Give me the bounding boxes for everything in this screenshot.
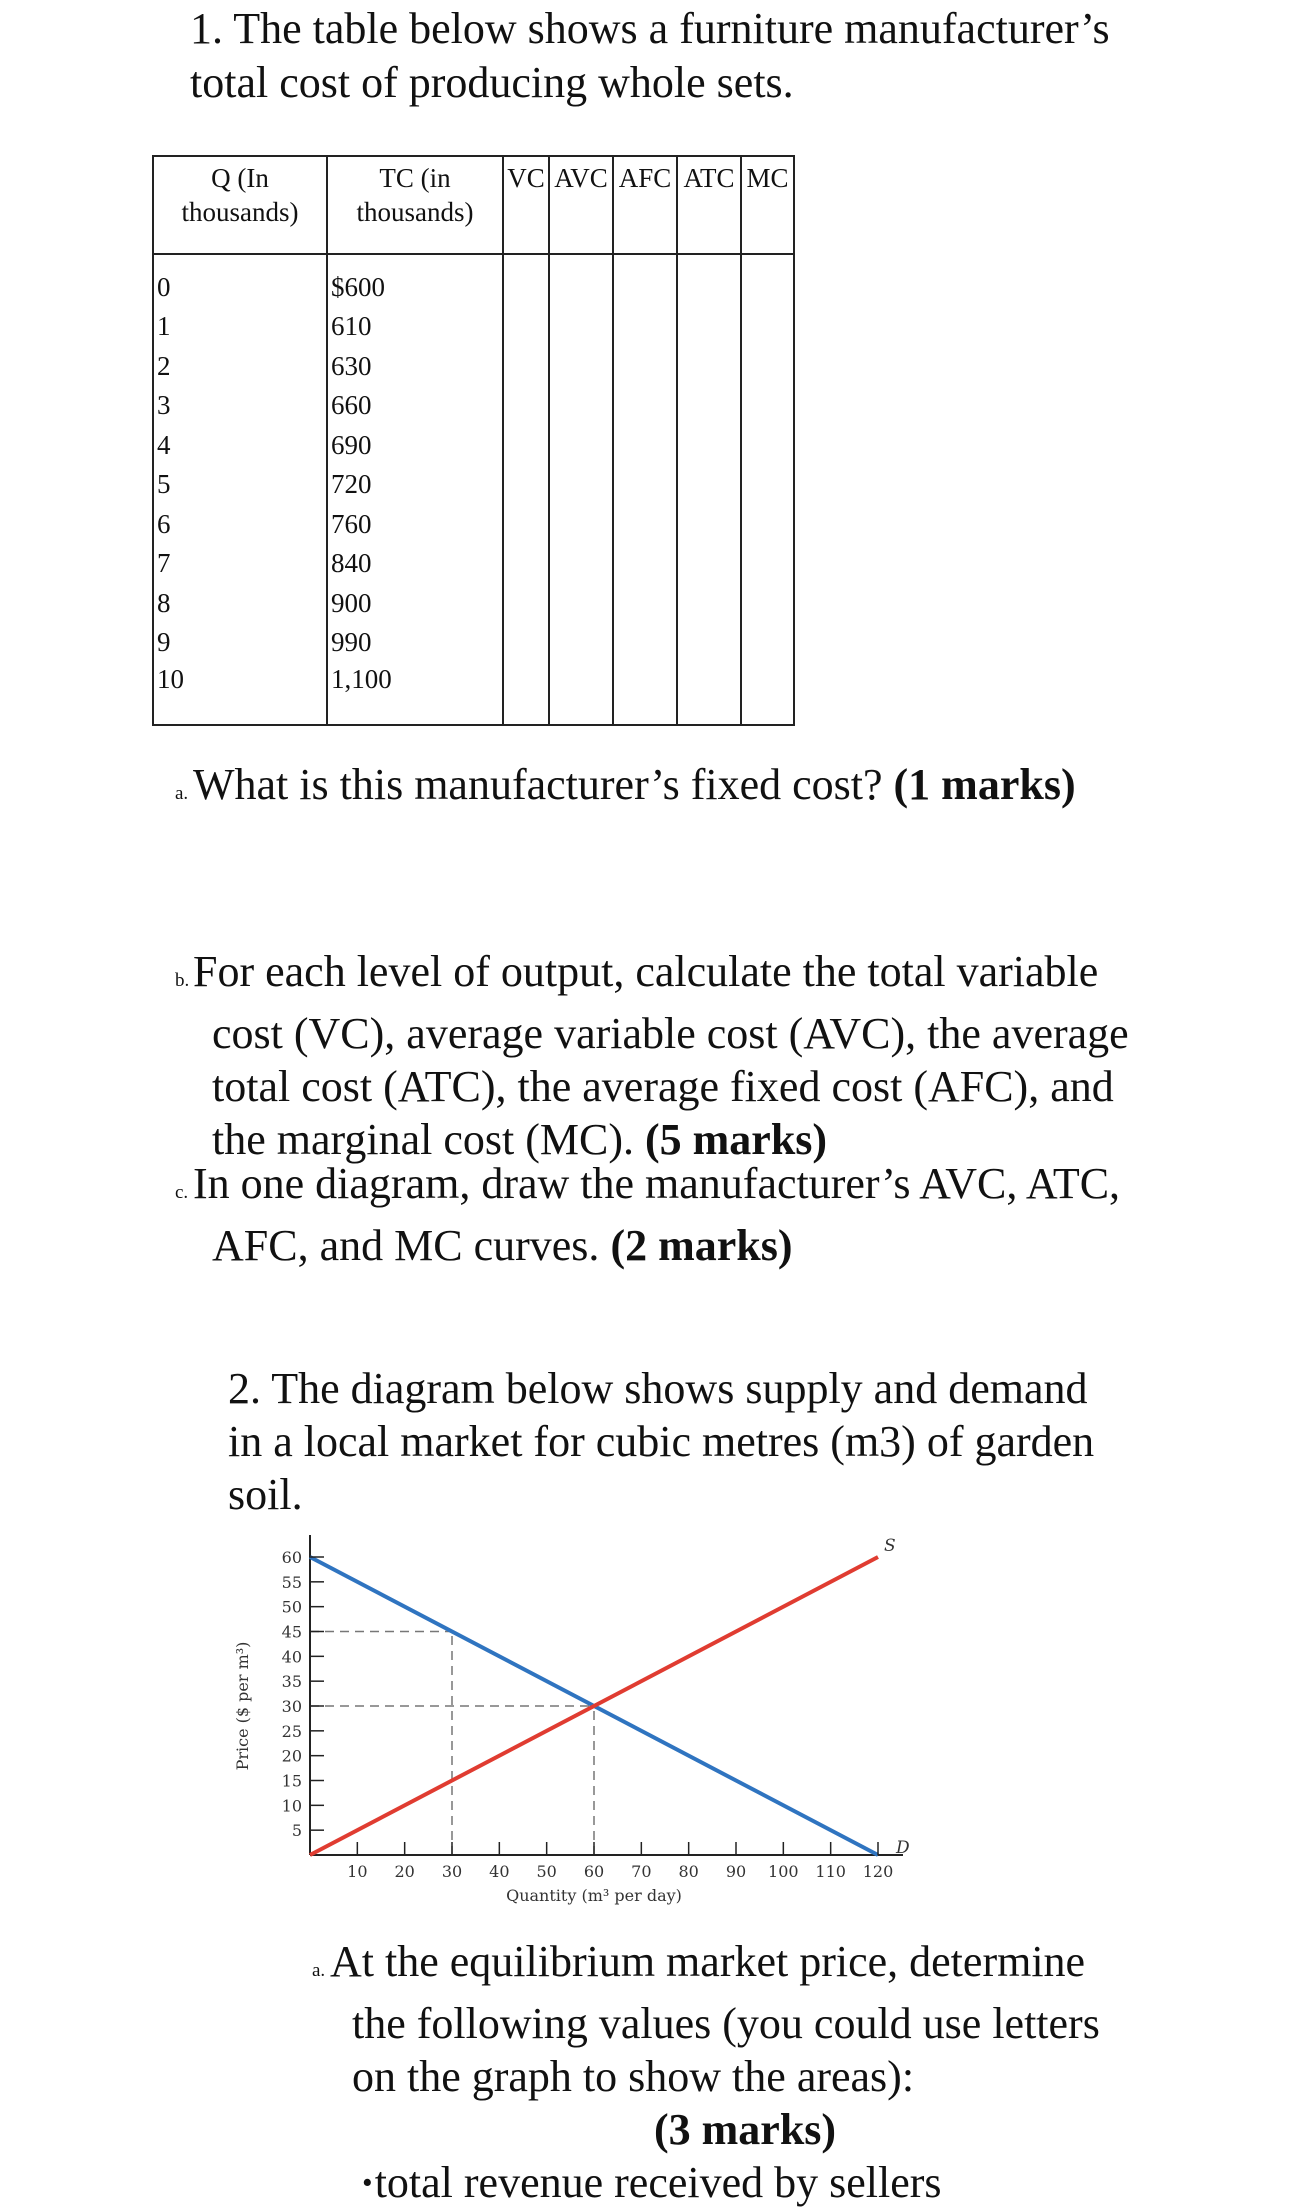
cell-tc: 840 xyxy=(327,544,503,584)
q1-part-c: c. In one diagram, draw the manufacturer’s AVC, ATC, AFC, and MC curves. (2 marks) xyxy=(175,1159,1121,1270)
bullet-dot: · xyxy=(360,2158,375,2207)
y-tick-label: 30 xyxy=(281,1697,302,1716)
cell-q: 8 xyxy=(153,583,327,623)
part-marker: a. xyxy=(312,1960,326,1981)
header-afc: AFC xyxy=(613,156,677,254)
cell-avc xyxy=(549,307,613,347)
y-tick-label: 35 xyxy=(281,1672,302,1692)
cell-mc xyxy=(741,465,794,505)
cell-afc xyxy=(613,583,677,623)
cell-afc xyxy=(613,346,677,386)
cell-vc xyxy=(503,583,549,623)
table-row xyxy=(153,425,794,465)
cell-atc xyxy=(677,623,741,663)
cell-afc xyxy=(613,425,677,465)
part-marker: b. xyxy=(175,970,190,991)
y-tick-label: 45 xyxy=(281,1622,302,1642)
cell-afc xyxy=(613,386,677,426)
table-row xyxy=(153,623,794,663)
supply-demand-chart xyxy=(220,1515,940,1935)
cell-atc xyxy=(677,386,741,426)
y-tick-label: 5 xyxy=(291,1821,302,1841)
table-row xyxy=(153,465,794,505)
cell-afc xyxy=(613,623,677,663)
cell-atc xyxy=(677,425,741,465)
header-tc: TC (in thousands) xyxy=(327,156,503,254)
cell-mc xyxy=(741,346,794,386)
x-axis-label: Quantity (m³ per day) xyxy=(506,1886,682,1905)
cell-afc xyxy=(613,307,677,347)
x-tick-label: 110 xyxy=(815,1862,846,1881)
question-1-title: 1. The table below shows a furniture manufacturer’s total cost of producing whole sets. xyxy=(190,4,1110,107)
cell-mc xyxy=(741,504,794,544)
cell-mc xyxy=(741,623,794,663)
cell-tc: 1,100 xyxy=(327,662,503,725)
cell-avc xyxy=(549,662,613,725)
marks-label: (5 marks) xyxy=(645,1115,828,1164)
y-tick-label: 60 xyxy=(281,1548,302,1567)
table-row xyxy=(153,504,794,544)
x-tick-label: 50 xyxy=(536,1862,557,1881)
header-mc: MC xyxy=(741,156,794,254)
cell-afc xyxy=(613,465,677,505)
cell-vc xyxy=(503,346,549,386)
x-tick-label: 120 xyxy=(862,1862,894,1881)
cell-vc xyxy=(503,544,549,584)
cell-q: 5 xyxy=(153,465,327,505)
cell-atc xyxy=(677,662,741,725)
table-row xyxy=(153,307,794,347)
part-marker: c. xyxy=(175,1182,189,1203)
cell-avc xyxy=(549,465,613,505)
series-label-d: D xyxy=(896,1838,910,1858)
cell-mc xyxy=(741,307,794,347)
cell-tc: 760 xyxy=(327,504,503,544)
cell-tc: 630 xyxy=(327,346,503,386)
header-q: Q (In thousands) xyxy=(153,156,327,254)
cell-q: 0 xyxy=(153,254,327,307)
cell-avc xyxy=(549,386,613,426)
q1-part-b: b.For each level of output, calculate the total variable cost (VC), average variable cost (AVC), the average total cost (ATC), the average fixed cost (AFC), and the marginal cost (MC). (5 marks) xyxy=(175,947,1129,1164)
cell-vc xyxy=(503,307,549,347)
cell-vc xyxy=(503,465,549,505)
cell-tc: 990 xyxy=(327,623,503,663)
cell-mc xyxy=(741,386,794,426)
table-row xyxy=(153,346,794,386)
x-tick-label: 100 xyxy=(768,1862,799,1881)
cell-atc xyxy=(677,254,741,307)
cell-tc: 690 xyxy=(327,425,503,465)
cell-afc xyxy=(613,662,677,725)
cell-atc xyxy=(677,346,741,386)
cell-vc xyxy=(503,254,549,307)
q2-bullet-item: ·total revenue received by sellers xyxy=(360,2158,942,2207)
y-tick-label: 20 xyxy=(281,1746,302,1766)
cell-q: 1 xyxy=(153,307,327,347)
cell-tc: 610 xyxy=(327,307,503,347)
cell-q: 3 xyxy=(153,386,327,426)
table-row xyxy=(153,386,794,426)
cell-avc xyxy=(549,346,613,386)
header-atc: ATC xyxy=(677,156,741,254)
marks-label: (1 marks) xyxy=(893,760,1076,809)
cell-vc xyxy=(503,425,549,465)
cell-atc xyxy=(677,307,741,347)
cell-q: 10 xyxy=(153,662,327,725)
cell-avc xyxy=(549,254,613,307)
cell-q: 4 xyxy=(153,425,327,465)
x-tick-label: 70 xyxy=(631,1862,652,1881)
x-tick-label: 30 xyxy=(441,1862,463,1881)
table-header-row xyxy=(153,156,794,254)
y-tick-label: 15 xyxy=(281,1771,302,1791)
cell-atc xyxy=(677,544,741,584)
y-tick-label: 10 xyxy=(281,1796,302,1816)
y-tick-label: 50 xyxy=(281,1597,302,1617)
y-axis-label: Price ($ per m³) xyxy=(233,1641,252,1771)
cell-q: 2 xyxy=(153,346,327,386)
cell-avc xyxy=(549,504,613,544)
cost-table xyxy=(152,155,795,726)
cell-afc xyxy=(613,254,677,307)
table-row xyxy=(153,583,794,623)
table-row xyxy=(153,254,794,307)
cell-mc xyxy=(741,544,794,584)
x-tick-label: 20 xyxy=(394,1862,415,1881)
cell-atc xyxy=(677,504,741,544)
series-label-s: S xyxy=(884,1536,896,1556)
x-tick-label: 80 xyxy=(678,1862,699,1881)
x-tick-label: 90 xyxy=(725,1862,747,1881)
cell-avc xyxy=(549,544,613,584)
y-tick-label: 25 xyxy=(281,1721,302,1741)
table-row xyxy=(153,662,794,725)
cell-afc xyxy=(613,504,677,544)
part-marker: a. xyxy=(175,783,189,804)
table-row xyxy=(153,544,794,584)
y-tick-label: 40 xyxy=(281,1647,302,1667)
x-tick-label: 40 xyxy=(489,1862,510,1881)
cell-mc xyxy=(741,425,794,465)
cell-tc: 720 xyxy=(327,465,503,505)
cell-atc xyxy=(677,465,741,505)
cell-mc xyxy=(741,662,794,725)
question-2-title: 2. The diagram below shows supply and demand in a local market for cubic metres (m3) of garden soil. xyxy=(228,1364,1095,1519)
cell-avc xyxy=(549,583,613,623)
cell-q: 9 xyxy=(153,623,327,663)
header-vc: VC xyxy=(503,156,549,254)
cell-tc: 900 xyxy=(327,583,503,623)
cell-tc: $600 xyxy=(327,254,503,307)
cell-avc xyxy=(549,425,613,465)
cell-tc: 660 xyxy=(327,386,503,426)
cell-q: 7 xyxy=(153,544,327,584)
cell-vc xyxy=(503,504,549,544)
cell-atc xyxy=(677,583,741,623)
marks-label: (3 marks) xyxy=(654,2105,837,2154)
x-tick-label: 60 xyxy=(583,1862,605,1881)
q1-part-a: a. What is this manufacturer’s fixed cost? (1 marks) xyxy=(175,758,1076,820)
cell-vc xyxy=(503,623,549,663)
cell-mc xyxy=(741,254,794,307)
cell-mc xyxy=(741,583,794,623)
header-avc: AVC xyxy=(549,156,613,254)
y-tick-label: 55 xyxy=(281,1572,302,1592)
cell-vc xyxy=(503,662,549,725)
q2-part-a: a. At the equilibrium market price, determine the following values (you could use letters on the graph to show the areas): (3 marks) xyxy=(312,1937,1100,2154)
marks-label: (2 marks) xyxy=(610,1221,793,1270)
x-tick-label: 10 xyxy=(347,1862,368,1881)
cell-avc xyxy=(549,623,613,663)
cell-q: 6 xyxy=(153,504,327,544)
cell-afc xyxy=(613,544,677,584)
cell-vc xyxy=(503,386,549,426)
